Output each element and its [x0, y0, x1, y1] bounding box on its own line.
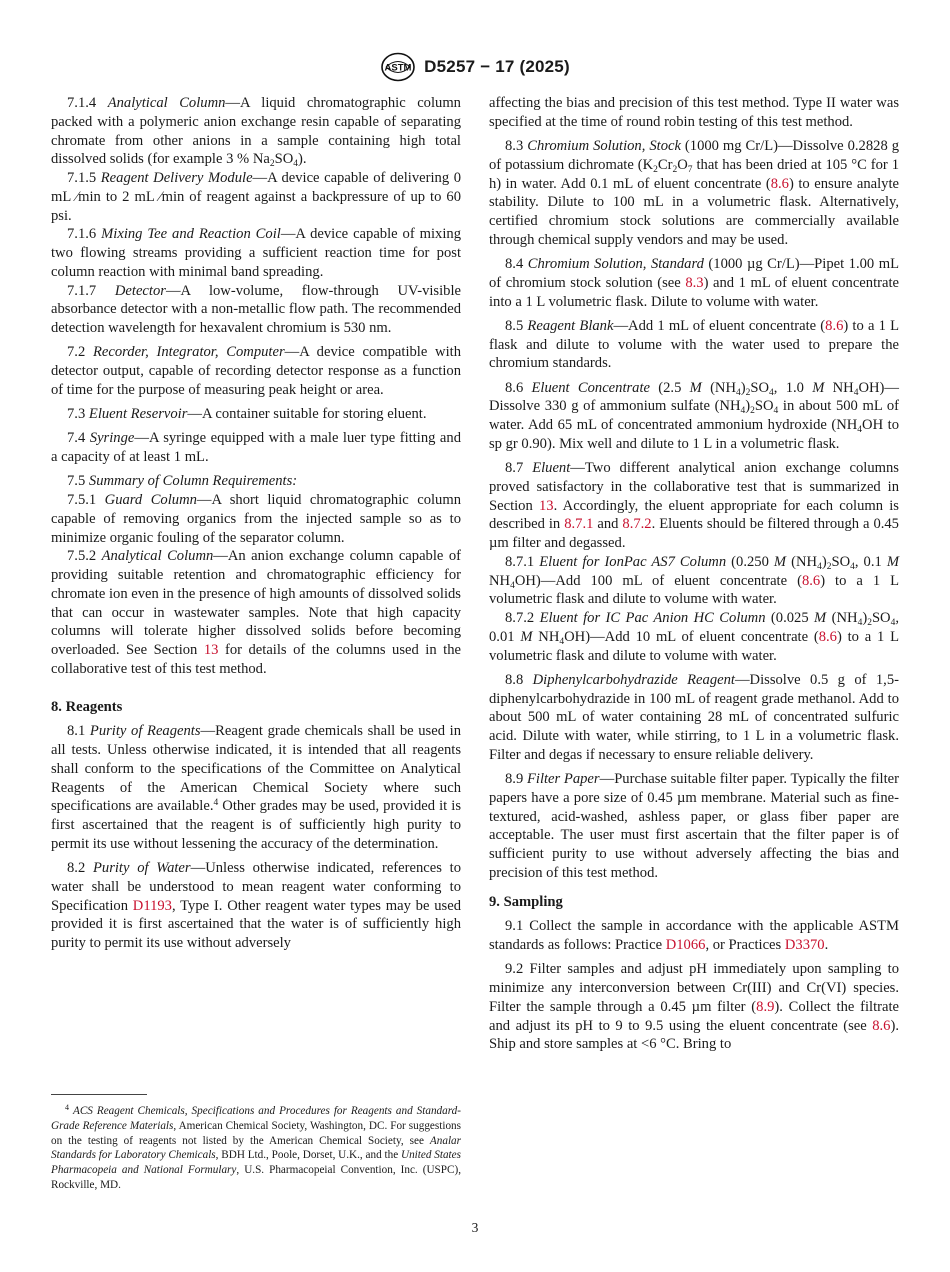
- section-8-9: 8.9 Filter Paper—Purchase suitable filter paper. Typically the filter papers have a pore size of 0.45 µm membrane. Material such as fine-textured, acid-washed, ashless paper, or glass fiber paper are acceptable. The user must first ascertain that the filter paper is of sufficient purity to use without adversely affecting the bias and precision of this test method.: [489, 771, 899, 881]
- heading-reagents: 8. Reagents: [51, 698, 123, 715]
- left-column: [51, 94, 461, 953]
- section-8-8: 8.8 Diphenylcarbohydrazide Reagent—Dissolve 0.5 g of 1,5-diphenylcarbohydrazide in 100 mL of reagent grade methanol. Add to about 500 mL of water containing 28 mL of concentrated sulfuric acid. Dilute with water, while stirring, to 1 L in a volumetric flask. Filter and degas if necessary to ensure reliable delivery.: [489, 671, 899, 763]
- section-7-5-1: 7.5.1 Guard Column—A short liquid chromatographic column capable of removing organics from the injected sample so as to minimize organic fouling of the separator column.: [51, 492, 462, 546]
- page-number: 3: [471, 1220, 479, 1235]
- svg-text:ASTM: ASTM: [384, 62, 412, 74]
- footnote-divider: [51, 1094, 147, 1095]
- d1066-link[interactable]: D1066: [665, 937, 706, 953]
- section-8-2: 8.2 Purity of Water—Unless otherwise indicated, references to water shall be understood to mean reagent water conforming to Specification D1193, Type I. Other reagent water types may be used provided it is first ascertained that the water is of sufficiently high purity to permit its use without adversely: [51, 860, 461, 951]
- section-7-1-6: 7.1.6 Mixing Tee and Reaction Coil—A device capable of mixing two flowing streams providing a sufficient reaction time for post column reaction with minimal band spreading.: [51, 226, 461, 280]
- section-8-7-1-link[interactable]: 8.7.1: [564, 516, 594, 533]
- section-7-5-2: 7.5.2 Analytical Column—An anion exchange column capable of providing suitable retention and chromatographic efficiency for chromate ion even in the presence of high amounts of dissolved solids that can occur in wastewater samples. Note that high capacity columns will tolerate higher dissolved solids before becoming overloaded. See Section 13 for details of the columns used in the collaborative test of this test method.: [51, 548, 461, 677]
- section-7-5: 7.5 Summary of Column Requirements:: [67, 473, 298, 490]
- section-8-1: 8.1 Purity of Reagents—Reagent grade chemicals shall be used in all tests. Unless otherwise indicated, it is intended that all reagents shall conform to the specifications of the Committee on Analytical Reagents of the American Chemical Society where such specifications are available.$^4$ Other grades may be used, provided it is first ascertained that the reagent is of sufficiently high purity to permit its use without lessening the accuracy of the determination.: [51, 723, 462, 852]
- section-8-7-2: 8.7.2 Eluent for IC Pac Anion HC Column (0.025 M $(NH_4)_2SO_4$, 0.01 M $NH_4OH)—Add$ 10 mL of eluent concentrate (8.6) to a 1 L volumetric flask and dilute to volume with water.: [489, 610, 900, 664]
- section-8-5: 8.5 Reagent Blank—Add 1 mL of eluent concentrate (8.6) to a 1 L flask and dilute to volume with the water used to prepare the chromium standards.: [489, 317, 899, 372]
- section-13-link[interactable]: 13: [203, 642, 219, 658]
- section-7-2: 7.2 Recorder, Integrator, Computer—A device compatible with detector output, capable of recording detector response as a function of time for the purpose of measuring peak height or area.: [51, 344, 461, 398]
- d3370-link[interactable]: D3370: [784, 937, 825, 953]
- section-8-6-link[interactable]: 8.6: [818, 628, 837, 645]
- right-column: [489, 94, 899, 1054]
- page-header: [0, 52, 950, 84]
- section-7-4: 7.4 Syringe—A syringe equipped with a male luer type fitting and a capacity of at least 1 mL.: [51, 430, 461, 465]
- section-8-6-link[interactable]: 8.6: [825, 317, 844, 334]
- section-8-6-link[interactable]: 8.6: [872, 1017, 891, 1034]
- section-8-4: 8.4 Chromium Solution, Standard (1000 µg Cr/L)—Pipet 1.00 mL of chromium stock solution (see 8.3) and 1 mL of eluent concentrate into a 1 L volumetric flask. Dilute to volume with water.: [489, 256, 900, 310]
- section-13-link[interactable]: 13: [539, 497, 554, 514]
- document-designation: D5257 − 17 (2025): [424, 57, 570, 76]
- section-8-7-1: 8.7.1 Eluent for IonPac AS7 Column (0.250 M $(NH_4)_2SO_4$, 0.1 M $NH_4OH)—Add$ 100 mL of eluent concentrate (8.6) to a 1 L volumetric flask and dilute to volume with water.: [489, 553, 900, 608]
- section-8-3: 8.3 Chromium Solution, Stock (1000 mg Cr/L)—Dissolve 0.2828 g of potassium dichromate ($K_2Cr_2O_7$ that has been dried at 105 °C for 1 h) in water. Add 0.1 mL of eluent concentrate (8.6) to ensure analyte stability. Dilute to 100 mL in a volumetric flask. Alternatively, certified chromium stock solutions are commercially available through chemical supply vendors and may be used.: [489, 138, 900, 248]
- footnote-4: $^4$ ACS Reagent Chemicals, Specifications and Procedures for Reagents and Standard-Grade Reference Materials, American Chemical Society, Washington, DC. For suggestions on the testing of reagents not listed by the American Chemical Society, see Analar Standards for Laboratory Chemicals, BDH Ltd., Poole, Dorset, U.K., and the United States Pharmacopeia and National Formulary, U.S. Pharmacopeial Convention, Inc. (USPC), Rockville, MD.: [51, 1103, 461, 1191]
- section-7-1-7: 7.1.7 Detector—A low-volume, flow-through UV-visible absorbance detector with a non-metallic flow path. The recommended detection wavelength for hexavalent chromium is 530 nm.: [51, 282, 461, 336]
- section-8-6-link[interactable]: 8.6: [801, 572, 821, 589]
- section-8-7: 8.7 Eluent—Two different analytical anion exchange columns proved satisfactory in the collaborative test that is summarized in Section 13. Accordingly, the eluent appropriate for each column is described in 8.7.1 and 8.7.2. Eluents should be filtered through a 0.45 µm filter and degassed.: [489, 460, 899, 551]
- footnote-ref-4: 4: [213, 798, 219, 809]
- section-8-6-link[interactable]: 8.6: [770, 175, 789, 192]
- section-8-9-link[interactable]: 8.9: [756, 998, 775, 1015]
- section-7-3: 7.3 Eluent Reservoir—A container suitable for storing eluent.: [67, 406, 427, 422]
- heading-sampling: 9. Sampling: [489, 893, 563, 910]
- section-9-1: 9.1 Collect the sample in accordance with the applicable ASTM standards as follows: Practice D1066, or Practices D3370.: [489, 918, 899, 953]
- section-9-2: 9.2 Filter samples and adjust pH immediately upon sampling to minimize any interconversion between Cr(III) and Cr(VI) species. Filter the sample through a 0.45 µm filter (8.9). Collect the filtrate and adjust its pH to 9 to 9.5 using the eluent concentrate (see 8.6). Ship and store samples at <6 °C. Bring to: [489, 961, 900, 1053]
- astm-logo-icon: [380, 52, 416, 82]
- section-7-1-4: 7.1.4 Analytical Column—A liquid chromatographic column packed with a polymeric anion exchange resin capable of separating chromate from other anions in a sample containing high total dissolved solids (for example 3 % $Na_2SO_4$).: [51, 95, 461, 170]
- section-8-7-2-link[interactable]: 8.7.2: [622, 516, 652, 533]
- section-8-3-link[interactable]: 8.3: [685, 274, 704, 291]
- d1193-link[interactable]: D1193: [132, 897, 172, 914]
- section-7-1-5: 7.1.5 Reagent Delivery Module—A device capable of delivering 0 mL ⁄min to 2 mL ⁄min of reagent against a backpressure of up to 60 psi.: [51, 170, 461, 224]
- section-8-2-continued: affecting the bias and precision of this test method. Type II water was specified at the time of round robin testing of this test method.: [489, 95, 899, 130]
- section-8-6: 8.6 Eluent Concentrate (2.5 M $(NH_4)_2SO_4$, 1.0 M $NH_4OH)—Dissolve$ 330 g of ammonium sulfate $(NH_4)_2SO_4$ in about 500 mL of water. Add 65 mL of concentrated ammonium hydroxide ($NH_4OH$ to sp gr 0.90). Mix well and dilute to 1 L in a volumetric flask.: [489, 379, 900, 452]
